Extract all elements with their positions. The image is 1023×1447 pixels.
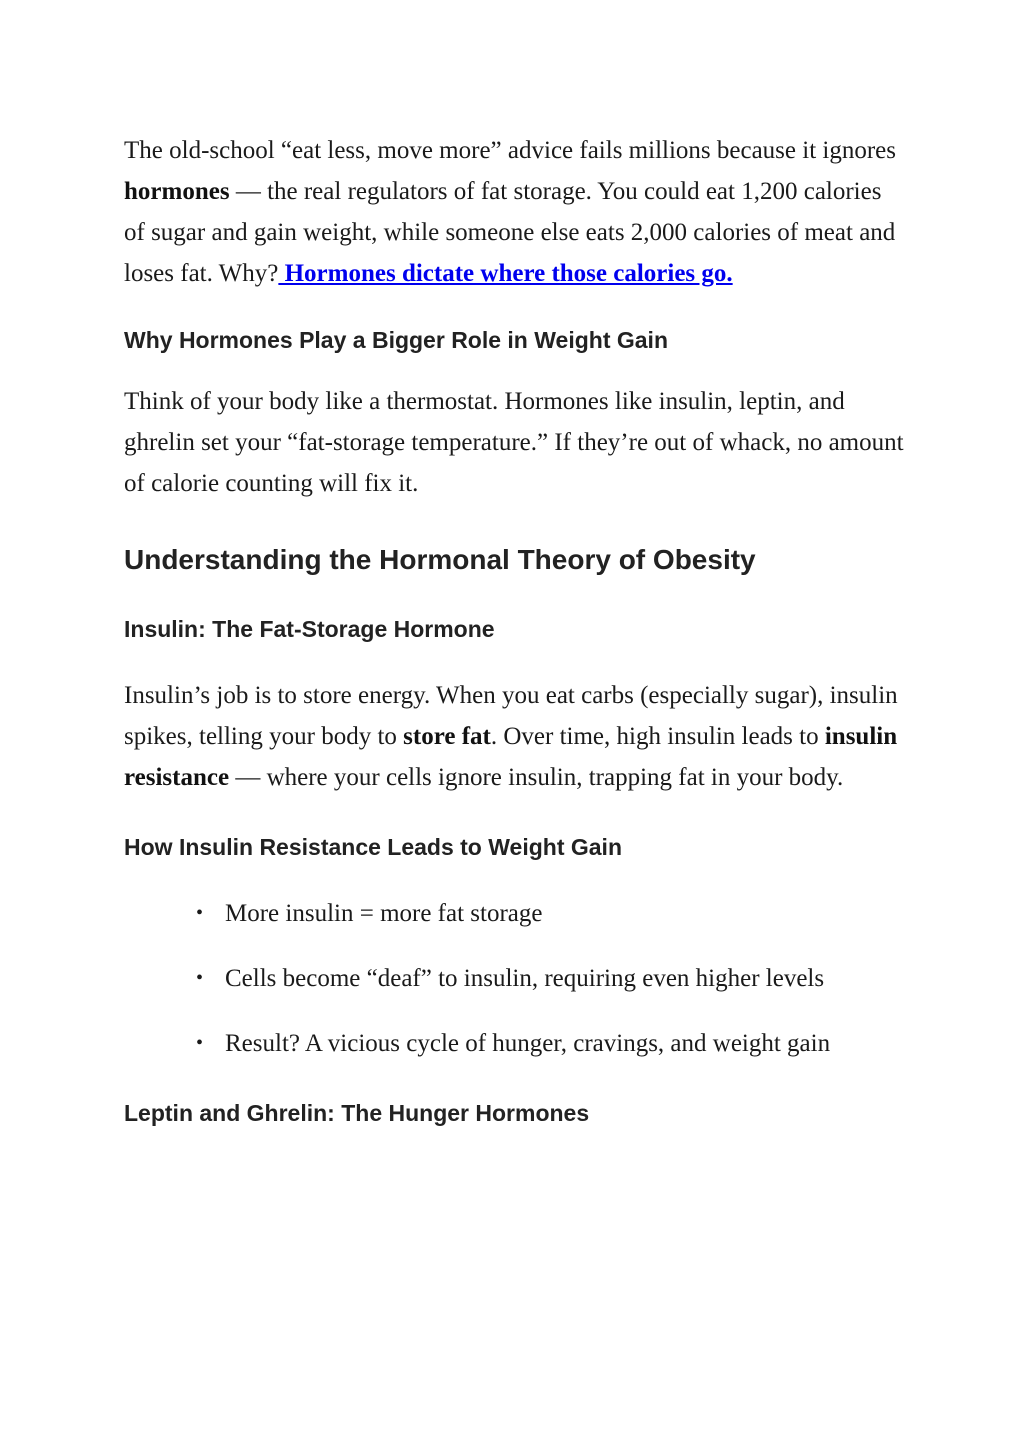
insulin-text-1: Insulin’s job is to store energy. When you eat carbs (especially sugar), insulin spikes, telling your body to (124, 682, 898, 750)
bullet-icon: • (196, 1032, 204, 1054)
hormones-dictate-link[interactable]: Hormones dictate where those calories go. (278, 260, 733, 287)
insulin-resistance-heading: How Insulin Resistance Leads to Weight Gain (124, 834, 622, 860)
intro-paragraph (124, 130, 904, 294)
list-item-text: Result? A vicious cycle of hunger, cravings, and weight gain (225, 1030, 831, 1057)
why-hormones-heading: Why Hormones Play a Bigger Role in Weight Gain (124, 327, 668, 353)
thermostat-paragraph: Think of your body like a thermostat. Hormones like insulin, leptin, and ghrelin set your “fat-storage temperature.” If they’re out of whack, no amount of calorie counting will fix it. (124, 388, 904, 497)
intro-bold-hormones: hormones (124, 178, 230, 205)
list-item-text: More insulin = more fat storage (225, 900, 543, 927)
insulin-bold-resistance: insulin resistance (124, 723, 898, 791)
insulin-text-2: . Over time, high insulin leads to (490, 723, 825, 750)
list-item (124, 893, 904, 934)
insulin-heading: Insulin: The Fat-Storage Hormone (124, 616, 495, 642)
resistance-list (124, 893, 904, 1064)
article-content (124, 130, 904, 1128)
section-heading: Understanding the Hormonal Theory of Obesity (124, 544, 756, 575)
insulin-bold-store-fat: store fat (403, 723, 491, 750)
list-item (124, 958, 904, 999)
list-item-text: Cells become “deaf” to insulin, requiring even higher levels (225, 965, 825, 992)
intro-text-2: — the real regulators of fat storage. You could eat 1,200 calories of sugar and gain weight, while someone else eats 2,000 calories of meat and loses fat. Why? (124, 178, 896, 287)
bullet-icon: • (196, 902, 204, 924)
insulin-paragraph (124, 675, 904, 798)
leptin-ghrelin-heading: Leptin and Ghrelin: The Hunger Hormones (124, 1100, 590, 1126)
list-item (124, 1023, 904, 1064)
intro-text-1: The old-school “eat less, move more” advice fails millions because it ignores (124, 137, 896, 164)
bullet-icon: • (196, 967, 204, 989)
insulin-text-3: — where your cells ignore insulin, trapping fat in your body. (229, 764, 844, 791)
